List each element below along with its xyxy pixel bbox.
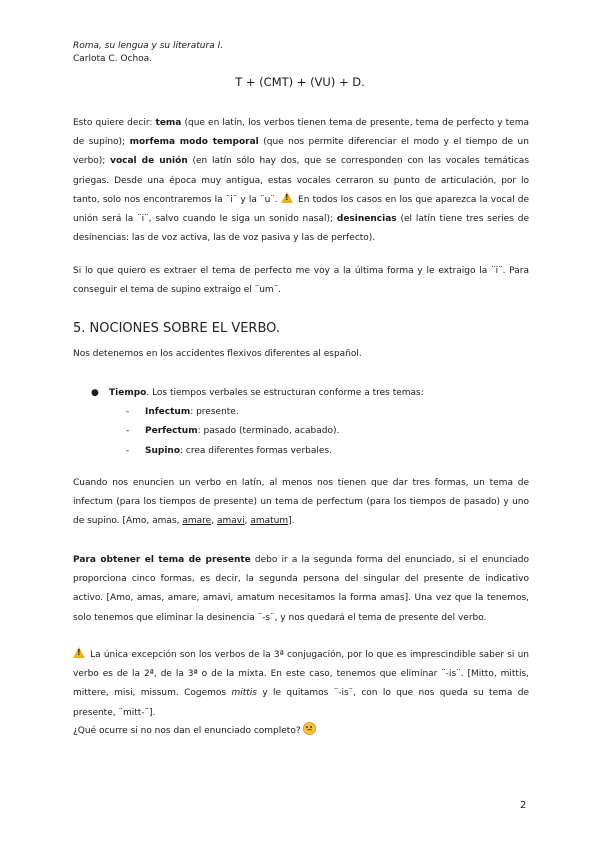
bold-term: morfema modo temporal bbox=[129, 137, 259, 148]
text-run: La única excepción son los verbos de la 3ª conjugación, por lo que es imprescindible saber si un verbo es de la 2ª, de la 3ª o de la mixta. En este caso, tenemos que eliminar ¨-is¨. [Mitto, mittis, mittere, misi, missum. Cogemos bbox=[73, 650, 529, 699]
header-author: Carlota C. Ochoa. bbox=[73, 54, 153, 64]
bold-term: Tiempo bbox=[109, 388, 147, 398]
tense-list bbox=[91, 384, 521, 461]
paragraph-formula-explanation bbox=[73, 114, 529, 248]
text-run: debo ir a la segunda forma del enunciado, si el enunciado proporciona cinco formas, es decir, la segunda persona del singular del presente de indicativo activo. [Amo, amas, amare, amavi, amatum necesitamos la forma amas]. Una vez que la tenemos, solo tenemos que eliminar la desinencia ¨-s¨, y nos quedará el tema de presente del verbo. bbox=[73, 555, 529, 623]
list-subitem bbox=[126, 403, 521, 422]
text-run: (que nos permite diferenciar el modo y el tiempo de un verbo); bbox=[73, 137, 529, 167]
dash-icon: - bbox=[126, 407, 130, 418]
list-subitem bbox=[126, 422, 521, 441]
underlined-form: amavi bbox=[216, 516, 245, 527]
text-run: y le quitamos ¨-is¨, con lo que nos queda su tema de presente, ¨mitt-¨]. bbox=[73, 688, 530, 718]
paragraph-question bbox=[73, 722, 529, 741]
text-run: : crea diferentes formas verbales. bbox=[180, 445, 332, 456]
text-run: , bbox=[244, 516, 251, 527]
text-run: . Los tiempos verbales se estructuran conforme a tres temas: bbox=[146, 388, 424, 398]
text-run: ¿Qué ocurre si no nos dan el enunciado completo? bbox=[73, 726, 304, 736]
dash-icon: - bbox=[126, 445, 130, 456]
text-run: : presente. bbox=[190, 407, 239, 418]
bold-term: Supino bbox=[145, 445, 181, 456]
bold-term: vocal de unión bbox=[110, 156, 188, 167]
bold-term: tema bbox=[155, 118, 182, 128]
header-title: Roma, su lengua y su literatura I. bbox=[73, 41, 224, 51]
underlined-form: amare bbox=[182, 516, 212, 527]
worried-face-icon bbox=[303, 722, 316, 735]
list-item bbox=[91, 384, 521, 403]
text-run: (el latín tiene tres series de desinencias: las de voz activa, las de voz pasiva y las de perfecto). bbox=[73, 214, 530, 244]
underlined-form: amatum bbox=[250, 516, 289, 527]
text-run: Cuando nos enuncien un verbo en latín, al menos nos tienen que dar tres formas, un tema de infectum (para los tiempos de presente) un tema de perfectum (para los tiempos de pasado) y uno de supino. [Amo, amas, bbox=[73, 478, 529, 527]
paragraph-intro: Nos detenemos en los accidentes flexivos diferentes al español. bbox=[73, 349, 362, 359]
dash-icon: - bbox=[126, 426, 130, 437]
text-run: Esto quiere decir: bbox=[73, 118, 156, 128]
italic-term: mittis bbox=[231, 688, 257, 699]
paragraph-perfect-supine: Si lo que quiero es extraer el tema de perfecto me voy a la última forma y le extraigo la ¨i¨. Para conseguir el tema de supino extraigo el ¨um¨. bbox=[73, 266, 529, 296]
verb-formula: T + (CMT) + (VU) + D. bbox=[235, 75, 365, 89]
text-run: En todos los casos en los que aparezca la vocal de unión será la ¨i¨, salvo cuando le siga un sonido nasal); bbox=[73, 194, 529, 225]
paragraph-enunciation bbox=[73, 474, 529, 532]
text-run: ]. bbox=[288, 516, 295, 527]
list-subitem bbox=[126, 442, 521, 461]
section-title: 5. NOCIONES SOBRE EL VERBO. bbox=[73, 321, 280, 336]
bold-term: desinencias bbox=[336, 214, 397, 225]
text-run: , bbox=[211, 516, 217, 527]
text-run: (que en latín, los verbos tienen tema de presente, tema de perfecto y tema de supino); bbox=[73, 118, 530, 148]
warning-icon bbox=[281, 192, 293, 203]
bullet-icon: ● bbox=[91, 388, 99, 398]
text-run: : pasado (terminado, acabado). bbox=[197, 426, 340, 437]
page-number: 2 bbox=[520, 800, 527, 811]
text-run: (en latín sólo hay dos, que se corresponden con las vocales temáticas griegas. Desde una época muy antigua, estas vocales cerraron su punto de articulación, por lo tanto, solo nos encontraremos la ¨i¨ y la ¨u¨. bbox=[73, 156, 530, 205]
warning-icon bbox=[73, 647, 85, 658]
paragraph-present-theme bbox=[73, 551, 529, 628]
bold-term: Infectum bbox=[145, 407, 191, 418]
bold-term: Perfectum bbox=[145, 426, 198, 437]
paragraph-exception bbox=[73, 646, 529, 723]
bold-term: Para obtener el tema de presente bbox=[73, 555, 251, 565]
